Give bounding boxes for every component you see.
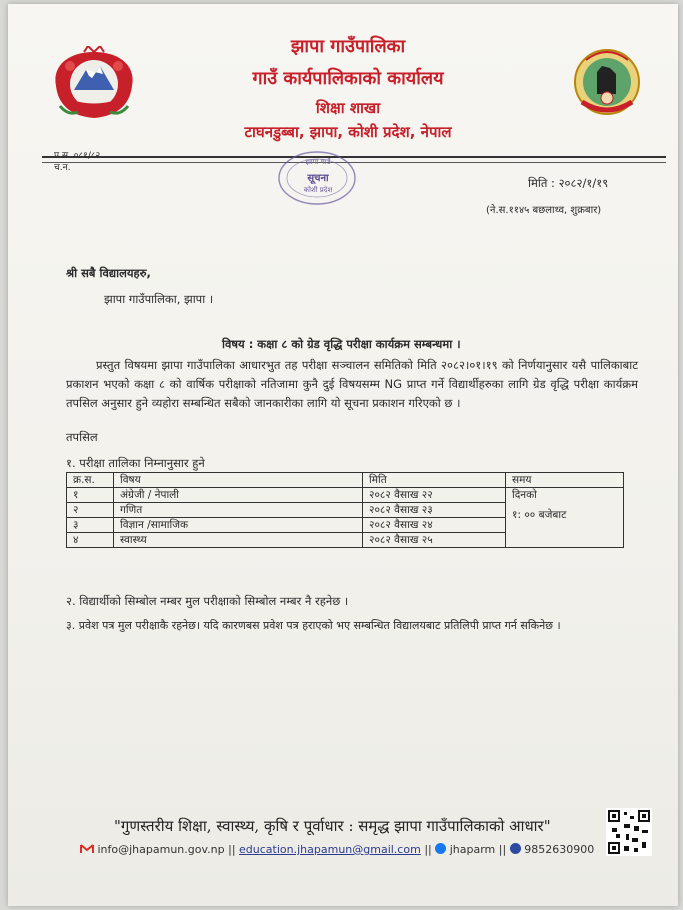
- header-municipality: झापा गाउँपालिका: [290, 36, 406, 57]
- gmail-icon: [80, 844, 94, 854]
- table-row: [67, 488, 624, 503]
- letter-body: प्रस्तुत विषयमा झापा गाउँपालिका आधारभुत तह परीक्षा सञ्चालन समितिको मिति २०८२।०१।१९ को निर्णयानुसार यसै पालिकाबाट प्रकाशन भएको कक्षा ८ को वार्षिक परीक्षाको नतिजामा कुनै दुई विषयसम्म NG प्राप्त गर्ने विद्यार्थीहरुका लागि ग्रेड वृद्धि परीक्षा कार्यक्रम तपसिल अनुसार हुने व्यहोरा सम्बन्धित सबैको जानकारीका लागि यो सूचना प्रकाशन गरिएको छ ।: [66, 358, 638, 410]
- row-sn: ४: [67, 533, 114, 548]
- row-date: २०८२ वैसाख २५: [363, 533, 506, 548]
- row-sn: २: [67, 503, 114, 518]
- header-subject: विषय: [114, 473, 363, 488]
- municipality-logo-icon: [572, 44, 642, 120]
- header-time: समय: [506, 473, 624, 488]
- recipient-address: झापा गाउँपालिका, झापा ।: [104, 292, 214, 306]
- point-2: २. विद्यार्थीको सिम्बोल नम्बर मुल परीक्षाको सिम्बोल नम्बर नै रहनेछ ।: [66, 594, 349, 608]
- phone-icon: [510, 843, 521, 854]
- letter-date-nepal-sambat: (ने.स.११४५ बछलाथ्व, शुक्रबार): [486, 205, 602, 216]
- footer-email-info[interactable]: info@jhapamun.gov.np: [97, 843, 225, 856]
- point-1: १. परीक्षा तालिका निम्नानुसार हुने: [66, 456, 205, 470]
- footer-separator: ||: [424, 843, 432, 856]
- header-section: शिक्षा शाखा: [315, 99, 381, 117]
- row-subject: विज्ञान /सामाजिक: [114, 518, 363, 533]
- row-date: २०८२ वैसाख २२: [363, 488, 506, 503]
- footer-email-education[interactable]: education.jhapamun@gmail.com: [239, 843, 421, 856]
- footer-contacts: [80, 842, 594, 856]
- point-3: ३. प्रवेश पत्र मुल परीक्षाकै रहनेछ। यदि कारणबस प्रवेश पत्र हराएको भए सम्बन्धित विद्यालयबाट प्रतिलिपी प्राप्त गर्न सकिनेछ ।: [66, 619, 561, 632]
- time-line-1: दिनको: [512, 489, 537, 501]
- row-subject: गणित: [114, 503, 363, 518]
- stamp-bottom: कोशी प्रदेश: [303, 186, 333, 194]
- facebook-icon: [435, 843, 446, 854]
- exam-schedule-table: [66, 472, 624, 548]
- ref-chana: च.न.: [54, 163, 71, 173]
- row-date: २०८२ वैसाख २३: [363, 503, 506, 518]
- nepal-emblem-icon: [48, 46, 140, 122]
- row-time-cell: [506, 488, 624, 548]
- row-subject: स्वास्थ्य: [114, 533, 363, 548]
- stamp-mid: सूचना: [307, 173, 329, 184]
- row-date: २०८२ वैसाख २४: [363, 518, 506, 533]
- header-office: गाउँ कार्यपालिकाको कार्यालय: [252, 68, 444, 89]
- header-date: मिति: [363, 473, 506, 488]
- header-address: टाघनडुब्बा, झापा, कोशी प्रदेश, नेपाल: [244, 123, 452, 141]
- footer-separator: ||: [228, 843, 236, 856]
- qr-code-icon: [606, 808, 652, 856]
- letter-page: [8, 4, 678, 906]
- footer-separator: ||: [498, 843, 507, 856]
- office-stamp: [274, 146, 360, 210]
- stamp-top: झापा गाउँ: [305, 158, 331, 166]
- row-sn: १: [67, 488, 114, 503]
- time-line-2: १: ०० बजेबाट: [512, 509, 567, 521]
- row-sn: ३: [67, 518, 114, 533]
- footer-slogan: "गुणस्तरीय शिक्षा, स्वास्थ्य, कृषि र पूर्वाधार : समृद्ध झापा गाउँपालिकाको आधार": [114, 817, 551, 835]
- row-subject: अंग्रेजी / नेपाली: [114, 488, 363, 503]
- recipient-to: श्री सबै विद्यालयहरु,: [66, 266, 151, 280]
- table-header-row: [67, 473, 624, 488]
- header-sn: क्र.स.: [67, 473, 114, 488]
- tapasil-label: तपसिल: [66, 430, 98, 444]
- letter-date: मिति : २०८२/१/१९: [528, 176, 609, 190]
- letter-subject: विषय : कक्षा ८ को ग्रेड वृद्धि परीक्षा कार्यक्रम सम्बन्धमा ।: [222, 337, 461, 351]
- footer-phone[interactable]: 9852630900: [524, 843, 595, 856]
- footer-facebook[interactable]: jhaparm: [449, 843, 496, 856]
